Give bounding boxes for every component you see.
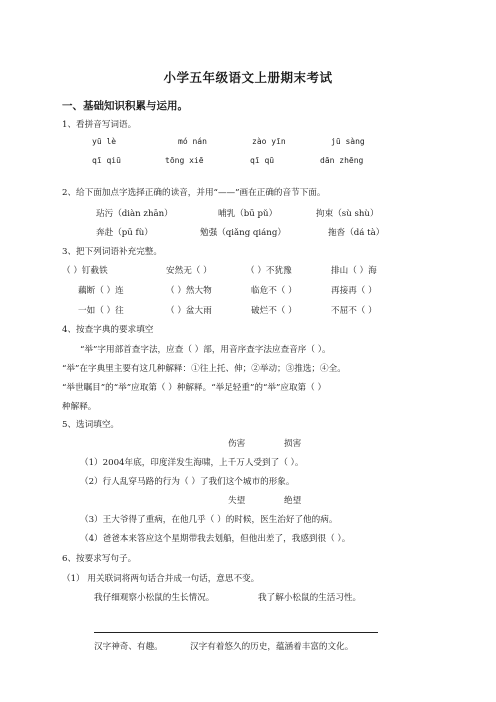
question-1-heading: 1、看拼音写词语。	[62, 120, 137, 130]
question-6-heading: 6、按要求写句子。	[62, 554, 137, 564]
idiom-blank: 临危不（ ）	[251, 286, 297, 296]
dictionary-line: “举”字用部首查字法，应查（ ）部，用音序查字法应查音序（ ）。	[80, 345, 331, 355]
word-option: 绝望	[284, 496, 302, 506]
idiom-blank: （ ）盆大雨	[166, 306, 212, 316]
pinyin-item: qī qiū	[92, 156, 121, 165]
reading-choice: 哺乳（bū pǔ）	[218, 209, 278, 219]
fill-sentence: （1）2004年底，印度洋发生海啸，上千万人受到了（ ）。	[80, 458, 304, 468]
reading-choice: 玷污（diàn zhān）	[96, 209, 173, 219]
pinyin-item: tōng xiē	[165, 156, 204, 165]
idiom-blank: （ ）不犹豫	[246, 266, 292, 276]
fill-sentence: （3）王大爷得了重病，在他几乎（ ）的时候，医生治好了他的病。	[80, 515, 338, 525]
word-option: 失望	[228, 496, 246, 506]
question-4-heading: 4、按查字典的要求填空	[62, 325, 154, 335]
question-2-heading: 2、给下面加点字选择正确的读音，并用“——”画在正确的音节下面。	[62, 188, 326, 198]
idiom-blank: 安然无（ ）	[166, 266, 212, 276]
reading-choice: 奔赴（pū fù）	[96, 228, 153, 238]
page-title: 小学五年级语文上册期末考试	[163, 70, 333, 85]
example-sentence: 我了解小松鼠的生活习性。	[258, 593, 362, 603]
dictionary-line: “举”在字典里主要有这几种解释：①往上托、伸；②举动；③推选；④全。	[62, 364, 346, 374]
idiom-blank: 排山（ ）海	[331, 266, 377, 276]
fill-sentence: （2）行人乱穿马路的行为（ ）了我们这个城市的形象。	[80, 477, 295, 487]
idiom-blank: （ ）钉截铁	[62, 266, 108, 276]
pinyin-item: jū sàng	[331, 137, 365, 146]
pinyin-item: yū lè	[92, 137, 117, 146]
subquestion: （1） 用关联词将两句话合并成一句话，意思不变。	[62, 574, 260, 584]
example-sentence: 我仔细观察小松鼠的生长情况。	[94, 593, 215, 603]
idiom-blank: 一如（ ）往	[78, 306, 124, 316]
example-sentence: 汉字有着悠久的历史，蕴涵着丰富的文化。	[190, 642, 354, 652]
pinyin-item: qī qū	[250, 156, 275, 165]
idiom-blank: 破烂不（ ）	[251, 306, 297, 316]
idiom-blank: （ ）然大物	[166, 286, 212, 296]
example-sentence: 汉字神奇、有趣。	[94, 642, 163, 652]
question-5-heading: 5、选词填空。	[62, 420, 120, 430]
word-option: 伤害	[228, 439, 246, 449]
reading-choice: 拘束（sù shù）	[316, 209, 379, 219]
section-heading: 一、基础知识积累与运用。	[62, 100, 188, 112]
reading-choice: 勉强（qiǎng qiáng）	[200, 228, 286, 238]
word-option: 损害	[284, 439, 302, 449]
reading-choice: 拖沓（dá tà）	[328, 228, 385, 238]
idiom-blank: 再接再（ ）	[331, 286, 377, 296]
dictionary-line: 种解释。	[62, 402, 97, 412]
answer-line	[94, 632, 378, 633]
question-3-heading: 3、把下列词语补充完整。	[62, 247, 162, 257]
idiom-blank: 藕断（ ）连	[78, 286, 124, 296]
pinyin-item: zào yīn	[252, 137, 286, 146]
fill-sentence: （4）爸爸本来答应这个星期带我去划船，但他出差了，我感到很（ ）。	[80, 534, 351, 544]
dictionary-line: “举世瞩目”的“举”应取第（ ）种解释。“举足轻重”的“举”应取第（ ）	[62, 383, 327, 393]
idiom-blank: 不屈不（ ）	[331, 306, 377, 316]
pinyin-item: dān zhēng	[320, 156, 364, 165]
pinyin-item: mó nán	[178, 137, 207, 146]
